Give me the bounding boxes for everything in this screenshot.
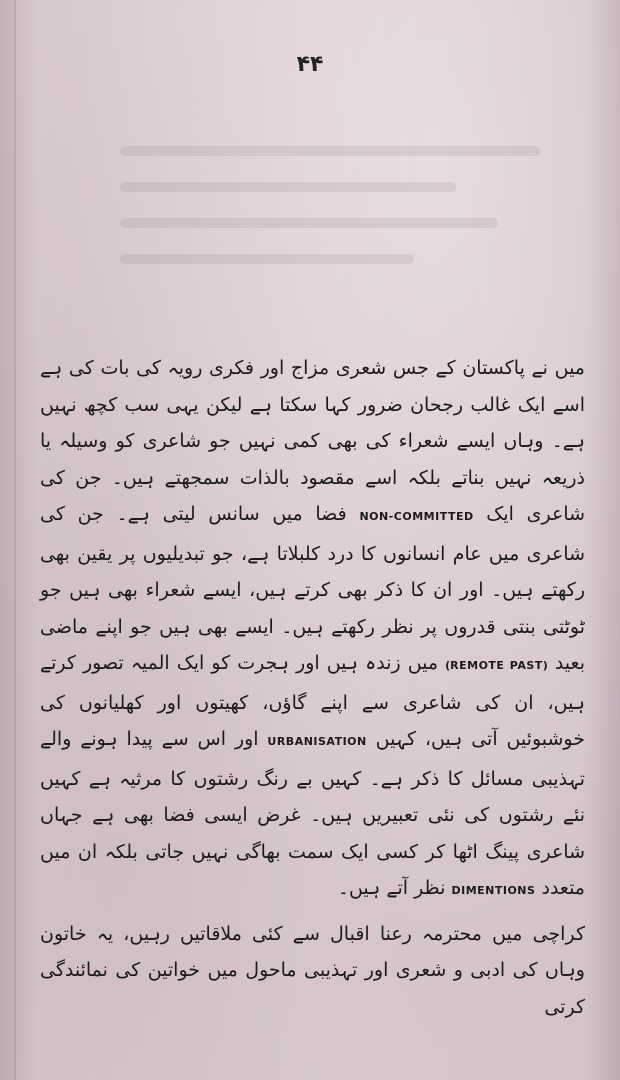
paragraph-1-part-b: فضا میں سانس لیتی ہے۔ جن کی شاعری میں عام انسانوں کا درد کلبلاتا ہے، جو تبدیلیوں پر یقین بھی رکھتے ہیں۔ اور ان کا ذکر بھی کرتے ہیں، ایسے شعراء بھی ہیں جو ٹوٹتی بنتی قدروں پر نظر رکھتے ہیں۔ ایسے بھی ہیں جو اپنے ماضی بعید <box>40 503 585 674</box>
page-number: ۴۴ <box>296 52 324 77</box>
paragraph-1-part-d: اور اس سے پیدا ہونے والے تہذیبی مسائل کا ذکر ہے۔ کہیں بے رنگ رشتوں کا مرثیہ ہے کہیں نئے رشتوں کی نئی تعبیریں ہیں۔ غرض ایسی فضا بھی ہے جہاں شاعری پینگ اٹھا کر کسی ایک سمت بھاگی نہیں جاتی بلکہ ان میں متعدد <box>40 728 585 899</box>
paragraph-1-part-c: میں زندہ ہیں اور ہجرت کو ایک المیہ تصور کرتے ہیں، ان کی شاعری سے اپنے گاؤں، کھیتوں اور کھلیانوں کی خوشبوئیں آتی ہیں، کہیں <box>40 652 585 750</box>
paragraph-1-part-a: میں نے پاکستان کے جس شعری مزاج اور فکری رویہ کی بات کی ہے اسے ایک غالب رجحان ضرور کہا سکتا ہے لیکن یہی سب کچھ نہیں ہے۔ وہاں ایسے شعراء کی بھی کمی نہیں جو شاعری کو وسیلہ یا ذریعہ نہیں بناتے بلکہ اسے مقصود بالذات سمجھتے ہیں۔ جن کی شاعری ایک <box>40 357 585 525</box>
show-through-text <box>120 120 540 320</box>
term-non-committed: NON-COMMITTED <box>359 510 474 523</box>
paragraph-1 <box>40 350 585 910</box>
term-urbanisation: URBANISATION <box>267 735 367 748</box>
term-dimentions: DIMENTIONS <box>451 884 536 897</box>
body-text <box>40 350 585 1031</box>
paragraph-1-part-e: نظر آتے ہیں۔ <box>337 877 452 899</box>
term-remote-past: (REMOTE PAST) <box>445 659 548 672</box>
paragraph-2: کراچی میں محترمہ رعنا اقبال سے کئی ملاقاتیں رہیں، یہ خاتون وہاں کی ادبی و شعری اور تہذیبی ماحول میں خواتین کی نمائندگی کرتی <box>40 922 585 1018</box>
